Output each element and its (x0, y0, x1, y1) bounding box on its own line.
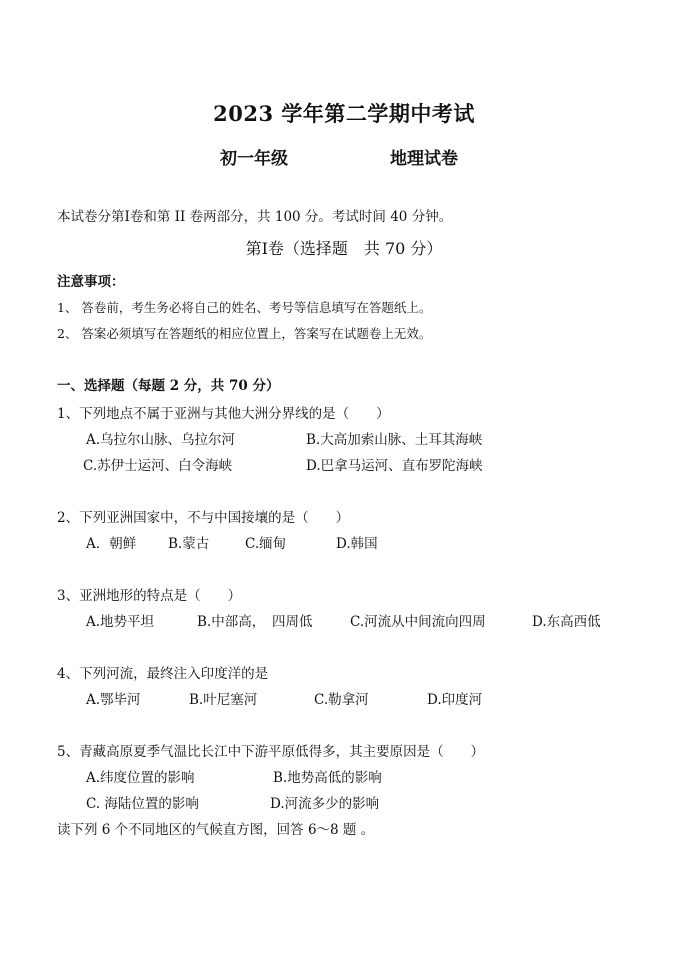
note-item: 2、 答案必须填写在答题纸的相应位置上，答案写在试题卷上无效。 (57, 326, 432, 341)
option-b: B.大高加索山脉、土耳其海峡 (306, 432, 483, 448)
option-d: D.东高西低 (532, 614, 601, 630)
option-b: B.蒙古 (168, 536, 210, 552)
option-d: D.河流多少的影响 (270, 796, 380, 812)
option-d: D.韩国 (336, 536, 378, 552)
instruction-text: 读下列 6 个不同地区的气候直方图，回答 6～8 题 。 (57, 822, 375, 838)
part-heading: 一、选择题（每题 2 分，共 70 分） (57, 378, 280, 394)
option-a: A．朝鲜 (86, 536, 137, 552)
question-stem: 4、下列河流，最终注入印度洋的是 (57, 666, 269, 682)
notes-title: 注意事项： (57, 274, 125, 290)
option-b: B.叶尼塞河 (189, 692, 258, 708)
question-stem: 3、亚洲地形的特点是（ ） (57, 588, 242, 604)
option-c: C.苏伊士运河、白令海峡 (83, 458, 233, 474)
option-c: C.河流从中间流向四周 (350, 614, 486, 630)
section-title: 第Ⅰ卷（选择题 共 70 分） (245, 239, 443, 258)
question-stem: 5、青藏高原夏季气温比长江中下游平原低得多，其主要原因是（ ） (57, 744, 485, 760)
question-stem: 1、下列地点不属于亚洲与其他大洲分界线的是（ ） (57, 406, 390, 422)
option-a: A.乌拉尔山脉、乌拉尔河 (86, 432, 236, 448)
grade-label: 初一年级 (220, 149, 288, 169)
option-c: C.勒拿河 (314, 692, 369, 708)
question-stem: 2、下列亚洲国家中，不与中国接壤的是（ ） (57, 510, 350, 526)
option-c: C. 海陆位置的影响 (86, 796, 199, 812)
exam-intro: 本试卷分第Ⅰ卷和第 II 卷两部分，共 100 分。考试时间 40 分钟。 (57, 209, 453, 225)
option-c: C.缅甸 (245, 536, 287, 552)
option-a: A.鄂毕河 (86, 692, 141, 708)
note-item: 1、 答卷前，考生务必将自己的姓名、考号等信息填写在答题纸上。 (57, 300, 432, 315)
option-d: D.印度河 (427, 692, 483, 708)
option-d: D.巴拿马运河、直布罗陀海峡 (306, 458, 483, 474)
option-b: B.地势高低的影响 (273, 770, 382, 786)
exam-title: 2023 学年第二学期中考试 (213, 101, 475, 126)
option-b: B.中部高， 四周低 (197, 614, 313, 630)
option-a: A.纬度位置的影响 (86, 770, 195, 786)
option-a: A.地势平坦 (86, 614, 155, 630)
subject-label: 地理试卷 (390, 149, 458, 169)
